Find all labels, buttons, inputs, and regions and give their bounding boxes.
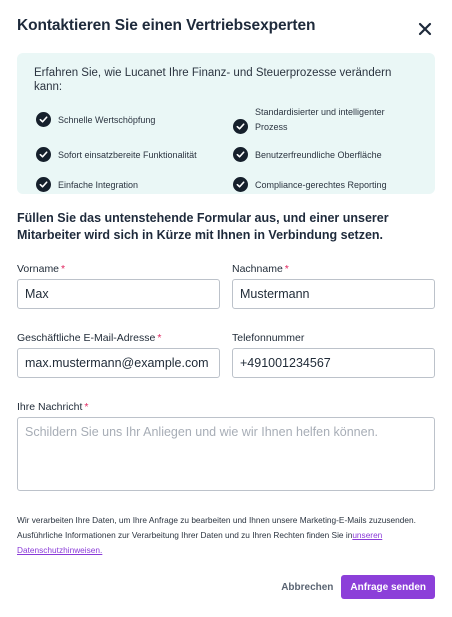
last-name-group bbox=[232, 263, 435, 309]
message-label: Ihre Nachricht * bbox=[17, 401, 89, 413]
email-label: Geschäftliche E-Mail-Adresse * bbox=[17, 332, 162, 344]
benefit-label: Sofort einsatzbereite Funktionalität bbox=[58, 149, 197, 160]
benefit-item bbox=[36, 112, 155, 127]
benefits-intro: Erfahren Sie, wie Lucanet Ihre Finanz- und Steuerprozesse verändern kann: bbox=[34, 67, 392, 93]
message-group bbox=[17, 401, 435, 491]
benefit-label: Standardisierter und intelligenter Prozess bbox=[255, 107, 385, 132]
phone-label: Telefonnummer bbox=[232, 332, 305, 344]
benefit-item bbox=[233, 177, 387, 192]
first-name-label: Vorname * bbox=[17, 263, 66, 275]
required-marker: * bbox=[284, 263, 289, 275]
benefit-label: Einfache Integration bbox=[58, 179, 139, 190]
phone-input[interactable] bbox=[232, 348, 435, 378]
benefits-panel bbox=[17, 53, 435, 194]
check-circle-icon bbox=[233, 119, 248, 134]
dialog-actions bbox=[281, 575, 435, 599]
required-marker: * bbox=[61, 263, 66, 275]
first-name-group bbox=[17, 263, 220, 309]
required-marker: * bbox=[157, 332, 162, 344]
benefit-label: Compliance-gerechtes Reporting bbox=[255, 179, 387, 190]
required-marker: * bbox=[84, 401, 89, 413]
benefit-item bbox=[233, 107, 413, 135]
submit-request-button[interactable]: Anfrage senden bbox=[341, 575, 435, 599]
email-group bbox=[17, 332, 220, 378]
privacy-notice: Wir verarbeiten Ihre Daten, um Ihre Anfrage zu bearbeiten und Ihnen unsere Marketing-E-Mails zuzusenden. Ausführliche Informationen zur Verarbeitung Ihrer Daten und zu Ihren Rechten finden Sie inunseren Datenschutzhinweisen. bbox=[17, 515, 416, 555]
check-circle-icon bbox=[36, 147, 51, 162]
first-name-input[interactable] bbox=[17, 279, 220, 309]
last-name-label: Nachname * bbox=[232, 263, 289, 275]
check-circle-icon bbox=[36, 177, 51, 192]
dialog-title: Kontaktieren Sie einen Vertriebsexperten bbox=[17, 17, 316, 34]
benefit-label: Schnelle Wertschöpfung bbox=[58, 114, 156, 125]
dialog-header bbox=[17, 16, 435, 40]
cancel-button[interactable]: Abbrechen bbox=[281, 581, 334, 593]
phone-group bbox=[232, 332, 435, 378]
check-circle-icon bbox=[233, 177, 248, 192]
check-circle-icon bbox=[233, 147, 248, 162]
check-circle-icon bbox=[36, 112, 51, 127]
benefit-label: Benutzerfreundliche Oberfläche bbox=[255, 149, 382, 160]
email-field[interactable] bbox=[17, 348, 220, 378]
form-intro: Füllen Sie das untenstehende Formular aus, und einer unserer Mitarbeiter wird sich in Kürze mit Ihnen in Verbindung setzen. bbox=[17, 211, 389, 242]
benefit-item bbox=[36, 147, 197, 162]
close-icon[interactable] bbox=[418, 22, 432, 36]
benefit-item bbox=[233, 147, 382, 162]
last-name-input[interactable] bbox=[232, 279, 435, 309]
message-textarea[interactable] bbox=[17, 417, 435, 491]
privacy-policy-link[interactable]: unseren Datenschutzhinweisen. bbox=[17, 530, 383, 555]
benefit-item bbox=[36, 177, 138, 192]
